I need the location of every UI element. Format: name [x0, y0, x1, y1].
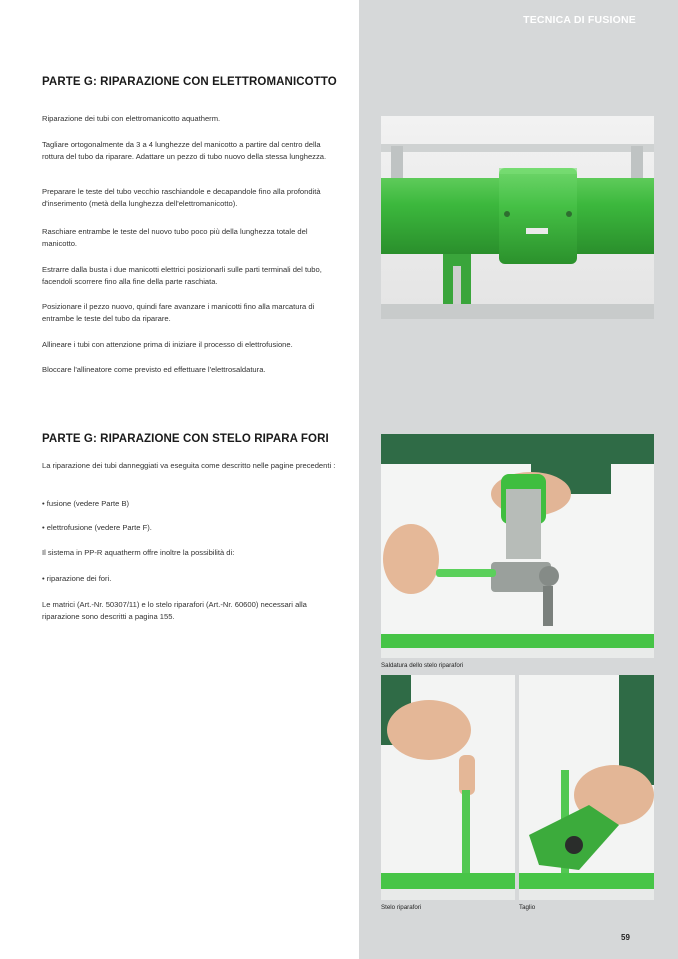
photo-repair-stem [381, 675, 515, 900]
section1-paragraph: Riparazione dei tubi con elettromanicotto aquatherm. [42, 114, 221, 123]
section1-paragraph: Posizionare il pezzo nuovo, quindi fare avanzare i manicotti fino alla marcatura di entrambe le teste del tubo da riparare. [42, 302, 315, 323]
section2-paragraph: La riparazione dei tubi danneggiati va eseguita come descritto nelle pagine precedenti : [42, 461, 336, 470]
photo-welding-repair-stem [381, 434, 654, 658]
caption-repair-stem: Stelo riparafori [381, 904, 422, 911]
caption-cutting: Taglio [519, 904, 536, 911]
caption-welding: Saldatura dello stelo riparafori [381, 662, 464, 669]
section1-paragraph: Tagliare ortogonalmente da 3 a 4 lunghezze del manicotto a partire dal centro della rottura del tubo da riparare. Adattare un pezzo di tubo nuovo della stessa lunghezza. [42, 140, 327, 161]
section1-paragraph: Estrarre dalla busta i due manicotti elettrici posizionarli sulle parti terminali del tubo, facendoli scorrere fino alla fine della parte raschiata. [42, 265, 322, 286]
section1-paragraph: Preparare le teste del tubo vecchio raschiandole e decapandole fino alla profondità d'inserimento (metà della lunghezza dell'elettromanicotto). [42, 187, 321, 208]
section2-paragraph: Le matrici (Art.-Nr. 50307/11) e lo stelo riparafori (Art.-Nr. 60600) necessari alla riparazione sono descritti a pagina 155. [42, 600, 307, 621]
section-header-label: TECNICA DI FUSIONE [523, 14, 636, 26]
section2-bullet: • fusione (vedere Parte B) [42, 499, 130, 508]
photo-electrofusion-coupling [381, 116, 654, 319]
section1-paragraph: Bloccare l'allineatore come previsto ed effettuare l'elettrosaldatura. [42, 365, 266, 374]
section2-bullet: • riparazione dei fori. [42, 574, 112, 583]
section1-paragraph: Allineare i tubi con attenzione prima di iniziare il processo di elettrofusione. [42, 340, 293, 349]
section1-paragraph: Raschiare entrambe le teste del nuovo tubo poco più della lunghezza totale del manicotto. [42, 227, 308, 248]
section1-title: PARTE G: RIPARAZIONE CON ELETTROMANICOTTO [42, 76, 337, 88]
section2-bullet: • elettrofusione (vedere Parte F). [42, 523, 152, 532]
section2-title: PARTE G: RIPARAZIONE CON STELO RIPARA FORI [42, 433, 329, 445]
photo-cutting [519, 675, 654, 900]
page-number: 59 [621, 933, 630, 942]
section2-paragraph: Il sistema in PP-R aquatherm offre inoltre la possibilità di: [42, 548, 235, 557]
